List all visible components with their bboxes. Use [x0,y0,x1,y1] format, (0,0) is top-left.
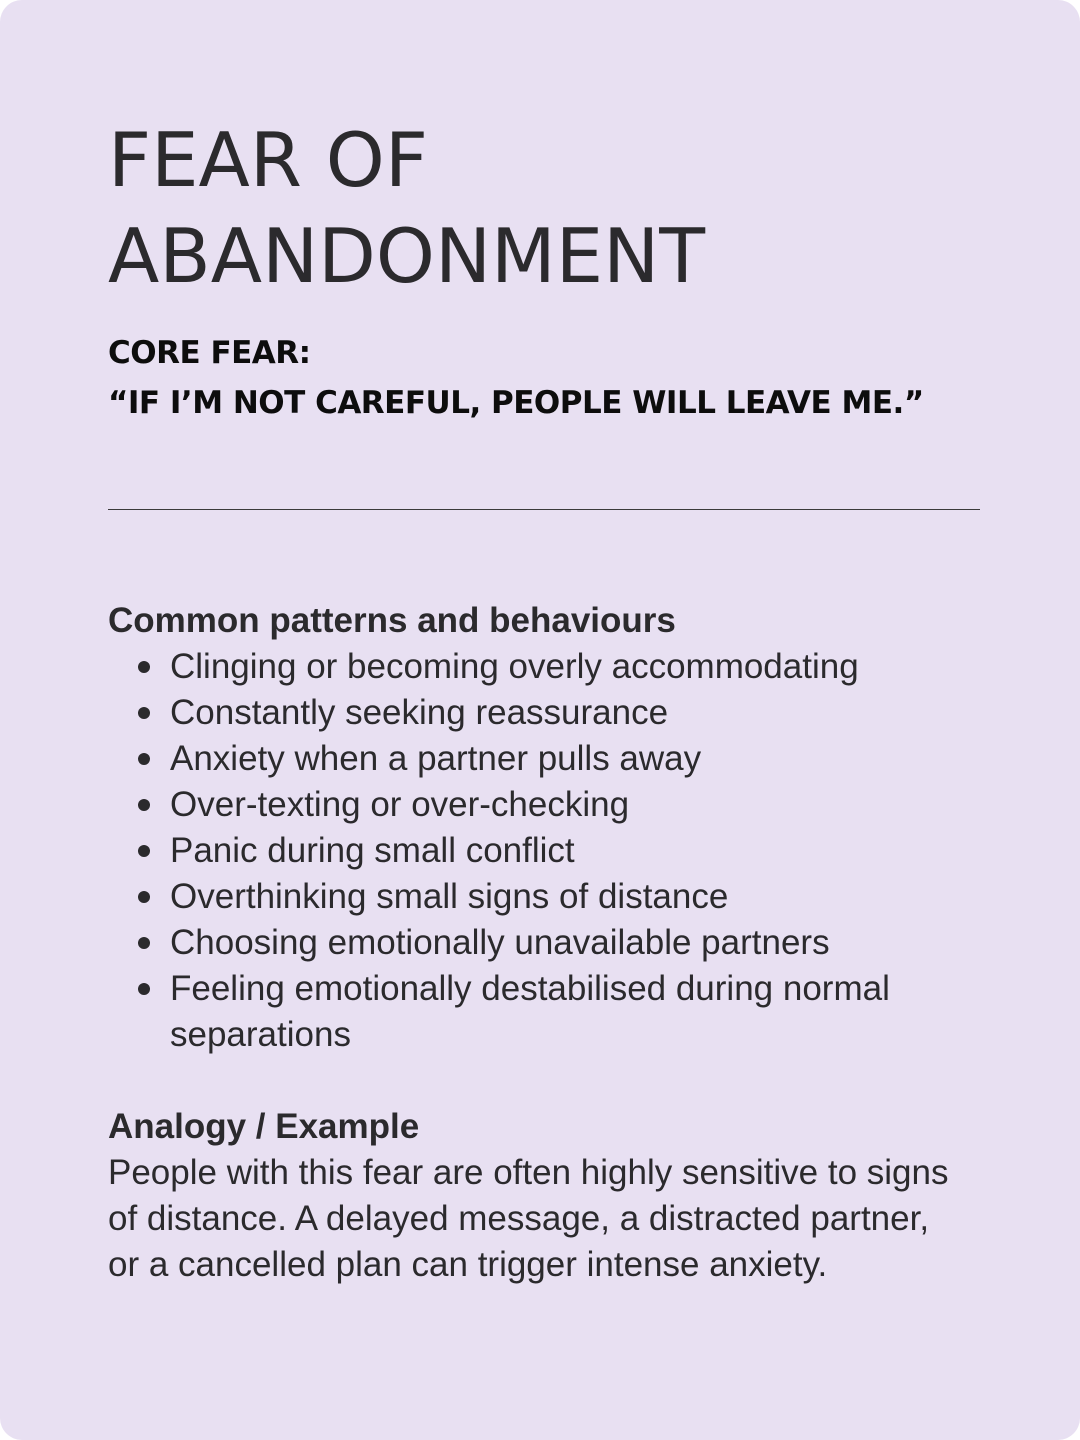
bullet-icon [138,661,150,673]
title-line-1: FEAR OF [108,116,428,204]
list-item [108,874,988,920]
analogy-body: People with this fear are often highly sensitive to signs of distance. A delayed message, a distracted partner, or a cancelled plan can trigger intense anxiety. [108,1153,949,1284]
title-line-2: ABANDONMENT [108,212,706,300]
bullet-icon [138,845,150,857]
bullet-icon [138,753,150,765]
list-item-text: Feeling emotionally destabilised during normal separations [170,969,890,1054]
list-item [108,690,988,736]
section-divider [108,509,980,510]
list-item [108,828,988,874]
bullet-icon [138,799,150,811]
patterns-list [108,644,988,1058]
list-item [108,920,988,966]
patterns-heading: Common patterns and behaviours [108,601,676,640]
list-item [108,782,988,828]
analogy-heading: Analogy / Example [108,1107,420,1146]
bullet-icon [138,983,150,995]
core-fear-label: CORE FEAR: [108,335,311,371]
list-item-text: Anxiety when a partner pulls away [170,739,702,778]
list-item-text: Constantly seeking reassurance [170,693,669,732]
bullet-icon [138,937,150,949]
list-item-text: Choosing emotionally unavailable partners [170,923,830,962]
core-fear [108,328,1008,428]
list-item-text: Clinging or becoming overly accommodating [170,647,859,686]
list-item [108,966,988,1058]
list-item-text: Panic during small conflict [170,831,575,870]
list-item [108,644,988,690]
card-title [108,112,988,304]
list-item-text: Over-texting or over-checking [170,785,630,824]
list-item-text: Overthinking small signs of distance [170,877,729,916]
bullet-icon [138,707,150,719]
list-item [108,736,988,782]
core-fear-quote: “IF I’M NOT CAREFUL, PEOPLE WILL LEAVE ME.” [108,385,924,421]
bullet-icon [138,891,150,903]
